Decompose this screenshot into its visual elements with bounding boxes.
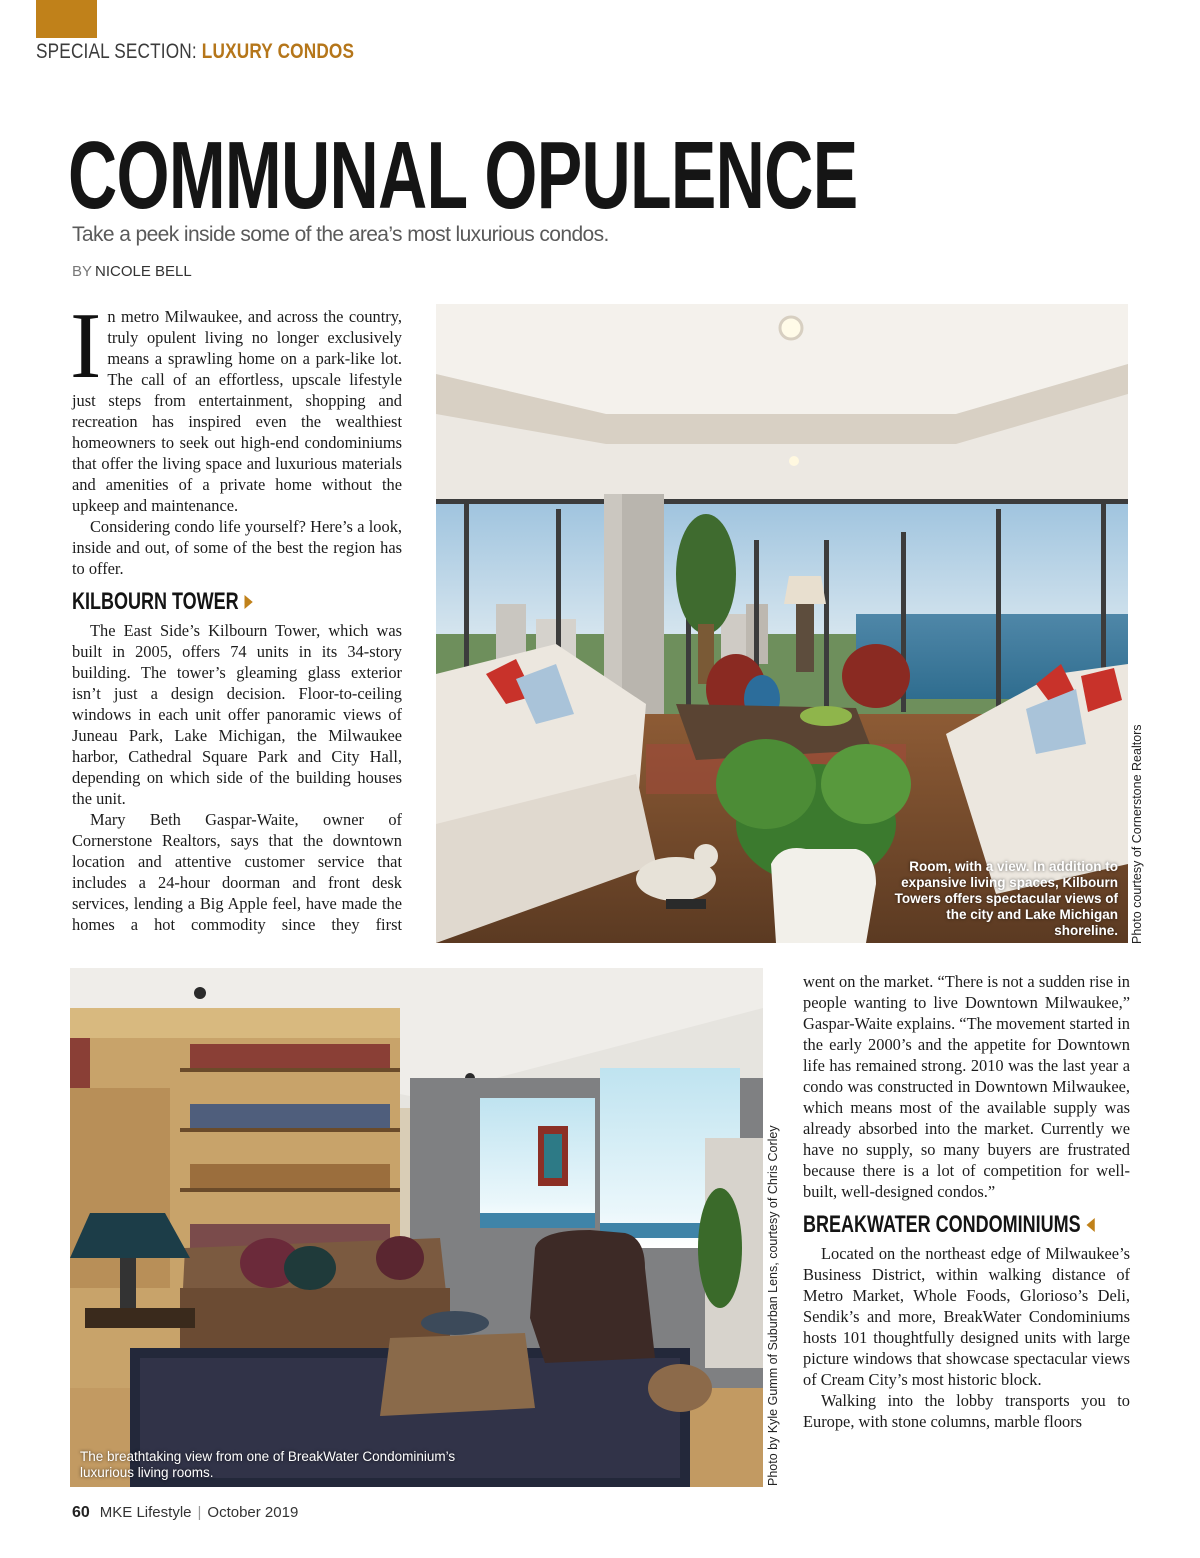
kilbourn-heading: [72, 588, 320, 616]
section-prefix: SPECIAL SECTION:: [36, 40, 197, 63]
footer-separator: |: [197, 1504, 202, 1521]
triangle-right-icon: [245, 595, 253, 609]
publication-name: MKE Lifestyle: [99, 1504, 192, 1521]
breakwater-paragraph-2: Walking into the lobby transports you to Europe, with stone columns, marble floors: [803, 1391, 1130, 1431]
page-footer: [72, 1504, 298, 1522]
issue-date: October 2019: [207, 1504, 299, 1521]
article-headline: COMMUNAL OPULENCE: [68, 122, 858, 229]
section-label: [36, 40, 354, 64]
kilbourn-paragraph-2-continued: went on the market. “There is not a sudden rise in people wanting to live Downtown Milwaukee,” Gaspar-Waite explains. “The movement started in the early 2000’s and the appetite for Downtown life has remained strong. 2010 was the last year a condo was constructed in Downtown Milwaukee, which means most of the available supply was already absorbed into the market. Currently we have no supply, so many buyers are frustrated because there is a lot of competition for well-built, well-designed condos.”: [803, 972, 1130, 1201]
breakwater-heading-text: BREAKWATER CONDOMINIUMS: [803, 1211, 1081, 1238]
intro-text: n metro Milwaukee, and across the country, truly opulent living no longer exclusively means a sprawling home on a park-like lot. The call of an effortless, upscale lifestyle just steps from entertainment, shopping and recreation has inspired even the wealthiest homeowners to seek out high-end condominiums that offer the living space and luxurious materials and amenities of a private home without the upkeep and maintenance.: [72, 307, 402, 515]
breakwater-photo-illustration: [70, 968, 763, 1487]
kilbourn-photo: [436, 304, 1128, 943]
breakwater-heading: [803, 1211, 1081, 1239]
byline-prefix: BY: [72, 263, 93, 280]
kilbourn-photo-caption: Room, with a view. In addition to expansive living spaces, Kilbourn Towers offers spectacular views of the city and Lake Michigan shoreline.: [894, 859, 1118, 938]
article-dek: Take a peek inside some of the area’s most luxurious condos.: [72, 223, 609, 246]
intro-paragraph-2: Considering condo life yourself? Here’s a look, inside and out, of some of the best the region has to offer.: [72, 517, 402, 578]
author-name: NICOLE BELL: [95, 263, 192, 280]
page-number: 60: [72, 1504, 90, 1521]
intro-paragraph: [70, 294, 402, 516]
kilbourn-paragraph-1: The East Side’s Kilbourn Tower, which was built in 2005, offers 74 units in its 34-story building. The tower’s gleaming glass exterior isn’t just a design decision. Floor-to-ceiling windows in each unit offer panoramic views of Juneau Park, Lake Michigan, the Milwaukee harbor, Cathedral Square Park and City Hall, depending on which side of the building houses the unit.: [72, 621, 402, 808]
kilbourn-heading-text: KILBOURN TOWER: [72, 588, 239, 615]
breakwater-paragraph-1: Located on the northeast edge of Milwaukee’s Business District, within walking distance of Metro Market, Whole Foods, Glorioso’s Deli, Sendik’s and more, BreakWater Condominiums hosts 101 thoughtfully designed units with large picture windows that showcase spectacular views of Cream City’s most historic block.: [803, 1244, 1130, 1389]
drop-cap: I: [70, 294, 102, 398]
kilbourn-photo-credit: Photo courtesy of Cornerstone Realtors: [1130, 724, 1144, 944]
kilbourn-paragraph-2: Mary Beth Gaspar-Waite, owner of Cornerstone Realtors, says that the downtown location and attentive customer service that includes a 24-hour doorman and front desk services, lending a Big Apple feel, have made the homes a hot commodity since they first: [72, 810, 402, 934]
breakwater-photo: [70, 968, 763, 1487]
byline: [72, 263, 192, 280]
kilbourn-photo-illustration: [436, 304, 1128, 943]
breakwater-photo-caption: The breathtaking view from one of BreakWater Condominium’s luxurious living rooms.: [80, 1449, 456, 1480]
section-name: LUXURY CONDOS: [201, 40, 355, 63]
section-color-tab: [36, 0, 97, 38]
body-column-left: [70, 294, 402, 935]
triangle-left-icon: [1087, 1218, 1095, 1232]
body-column-right: [803, 971, 1130, 1432]
breakwater-photo-credit: Photo by Kyle Gumm of Suburban Lens, courtesy of Chris Corley: [766, 1125, 780, 1486]
